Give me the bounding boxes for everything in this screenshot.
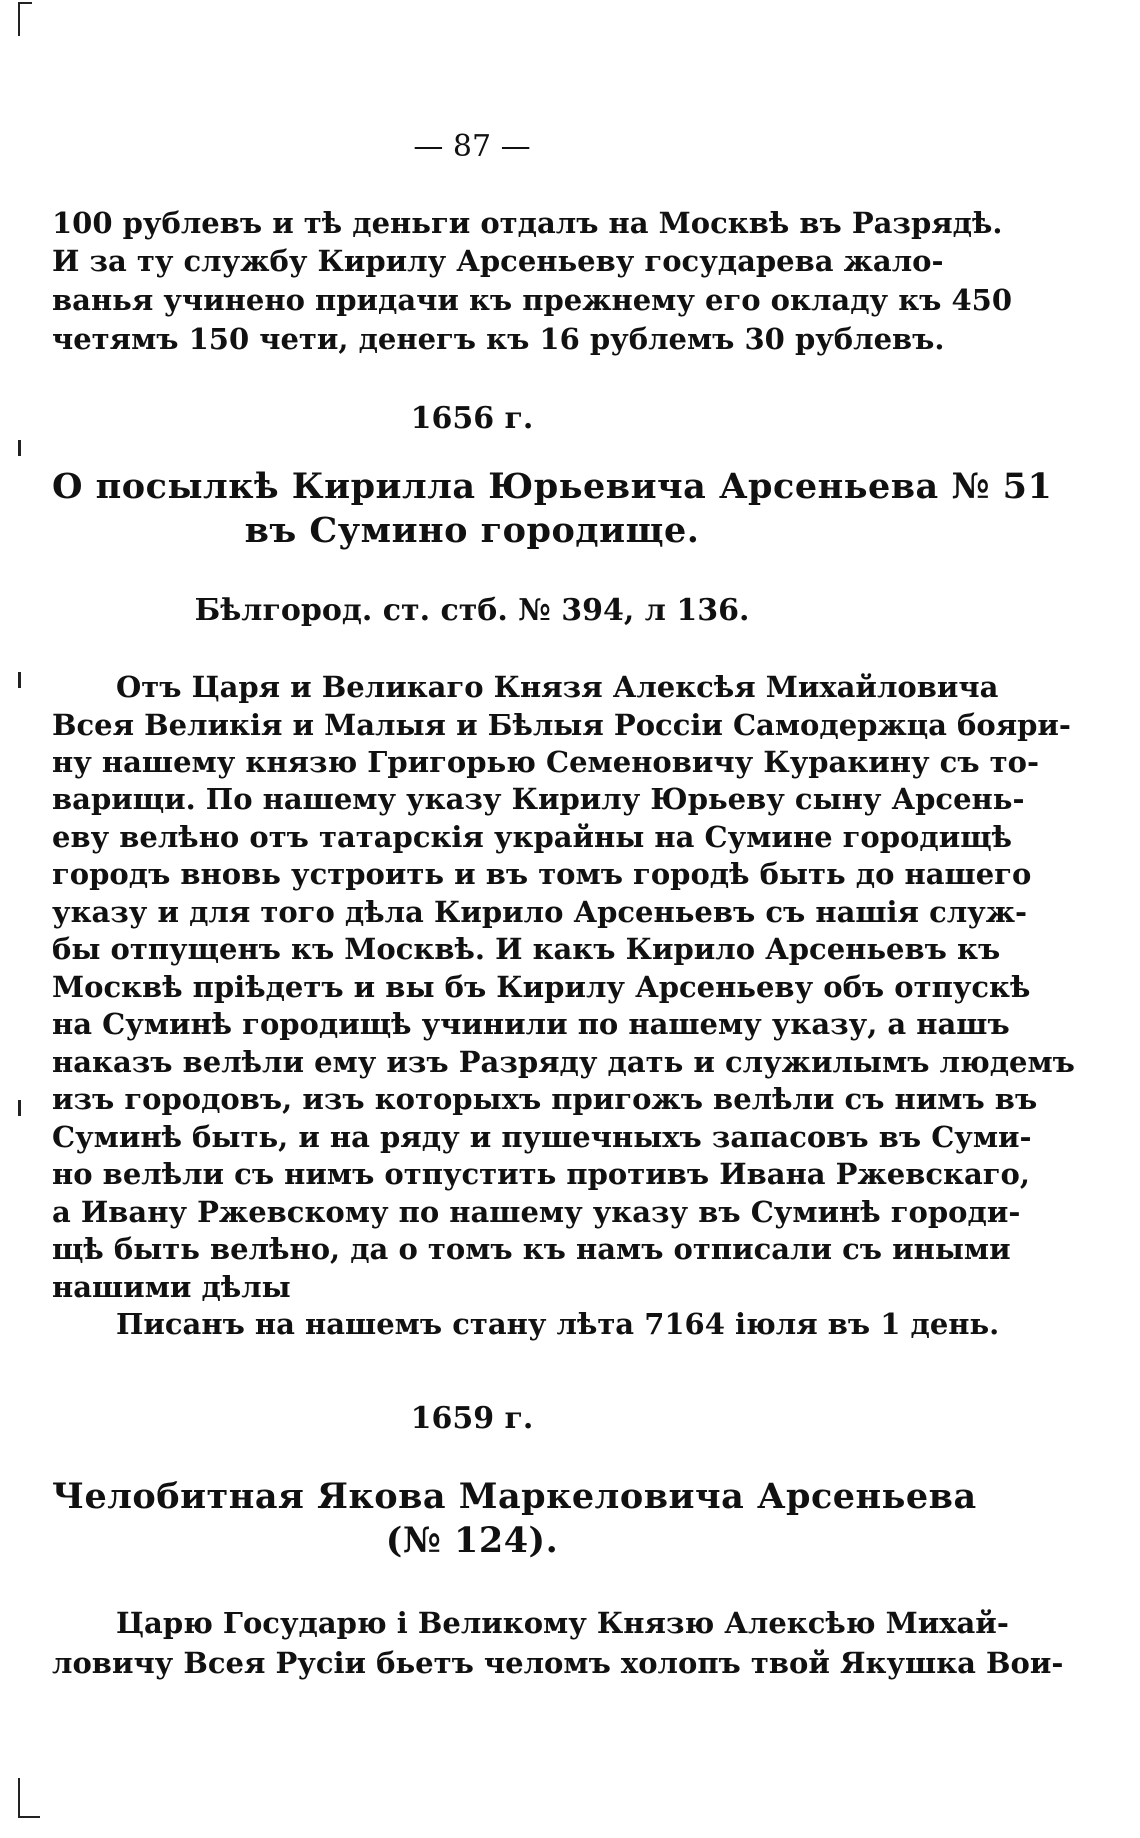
- text-line: указу и для того дѣла Кирило Арсеньевъ съ нашія служ-: [52, 895, 1028, 929]
- text-line: городъ вновь устроить и въ томъ городѣ быть до нашего: [52, 857, 1032, 891]
- scan-margin-mark: [18, 1100, 21, 1116]
- page-number: — 87 —: [413, 129, 531, 164]
- section-title: въ Сумино городище.: [244, 510, 700, 551]
- text-line: Москвѣ пріѣдетъ и вы бъ Кирилу Арсеньеву объ отпускѣ: [52, 970, 1031, 1004]
- text-line: Царю Государю і Великому Князю Алексѣю Михай-: [116, 1606, 1009, 1640]
- text-line: четямъ 150 чети, денегъ къ 16 рублемъ 30 рублевъ.: [52, 322, 945, 356]
- section-title: Челобитная Якова Маркеловича Арсеньева: [52, 1476, 977, 1517]
- text-line: ну нашему князю Григорью Семеновичу Куракину съ то-: [52, 745, 1040, 779]
- section-title: (№ 124).: [385, 1520, 559, 1561]
- text-line: ловичу Всея Русіи бьетъ челомъ холопъ твой Якушка Вои-: [52, 1646, 1064, 1680]
- text-line: ванья учинено придачи къ прежнему его окладу къ 450: [52, 283, 1013, 317]
- text-line: на Суминѣ городищѣ учинили по нашему указу, а нашъ: [52, 1007, 1010, 1041]
- section-title: О посылкѣ Кирилла Юрьевича Арсеньева № 51: [52, 466, 1053, 507]
- scan-margin-rule-top: [18, 2, 20, 36]
- archive-reference: Бѣлгород. ст. стб. № 394, л 136.: [194, 593, 750, 628]
- scan-corner-bottom: [18, 1816, 40, 1818]
- text-line: Всея Великія и Малыя и Бѣлыя Россіи Самодержца бояри-: [52, 708, 1071, 742]
- text-line: нашими дѣлы: [52, 1270, 291, 1304]
- scan-margin-mark: [18, 440, 21, 456]
- text-line: а Ивану Ржевскому по нашему указу въ Суминѣ городи-: [52, 1195, 1021, 1229]
- scan-margin-rule-bottom: [18, 1778, 20, 1818]
- text-line: бы отпущенъ къ Москвѣ. И какъ Кирило Арсеньевъ къ: [52, 932, 1001, 966]
- text-line: наказъ велѣли ему изъ Разряду дать и служилымъ людемъ: [52, 1045, 1075, 1079]
- text-line: И за ту службу Кирилу Арсеньеву государева жало-: [52, 244, 944, 278]
- text-line: 100 рублевъ и тѣ деньги отдалъ на Москвѣ въ Разрядѣ.: [52, 206, 1003, 240]
- text-line: варищи. По нашему указу Кирилу Юрьеву сыну Арсень-: [52, 782, 1025, 816]
- text-line: Суминѣ быть, и на ряду и пушечныхъ запасовъ въ Суми-: [52, 1120, 1032, 1154]
- scan-corner-top: [18, 2, 32, 4]
- section-year: 1656 г.: [410, 401, 534, 436]
- letter-signature: Писанъ на нашемъ стану лѣта 7164 іюля въ 1 день.: [116, 1307, 1000, 1341]
- text-line: изъ городовъ, изъ которыхъ пригожъ велѣли съ нимъ въ: [52, 1082, 1038, 1116]
- text-line: щѣ быть велѣно, да о томъ къ намъ отписали съ иными: [52, 1232, 1011, 1266]
- section-year: 1659 г.: [410, 1401, 534, 1436]
- text-line: еву велѣно отъ татарскія украйны на Сумине городищѣ: [52, 820, 1013, 854]
- text-line: Отъ Царя и Великаго Князя Алексѣя Михайловича: [116, 670, 999, 704]
- text-line: но велѣли съ нимъ отпустить противъ Ивана Ржевскаго,: [52, 1157, 1030, 1191]
- scan-margin-mark: [18, 672, 21, 688]
